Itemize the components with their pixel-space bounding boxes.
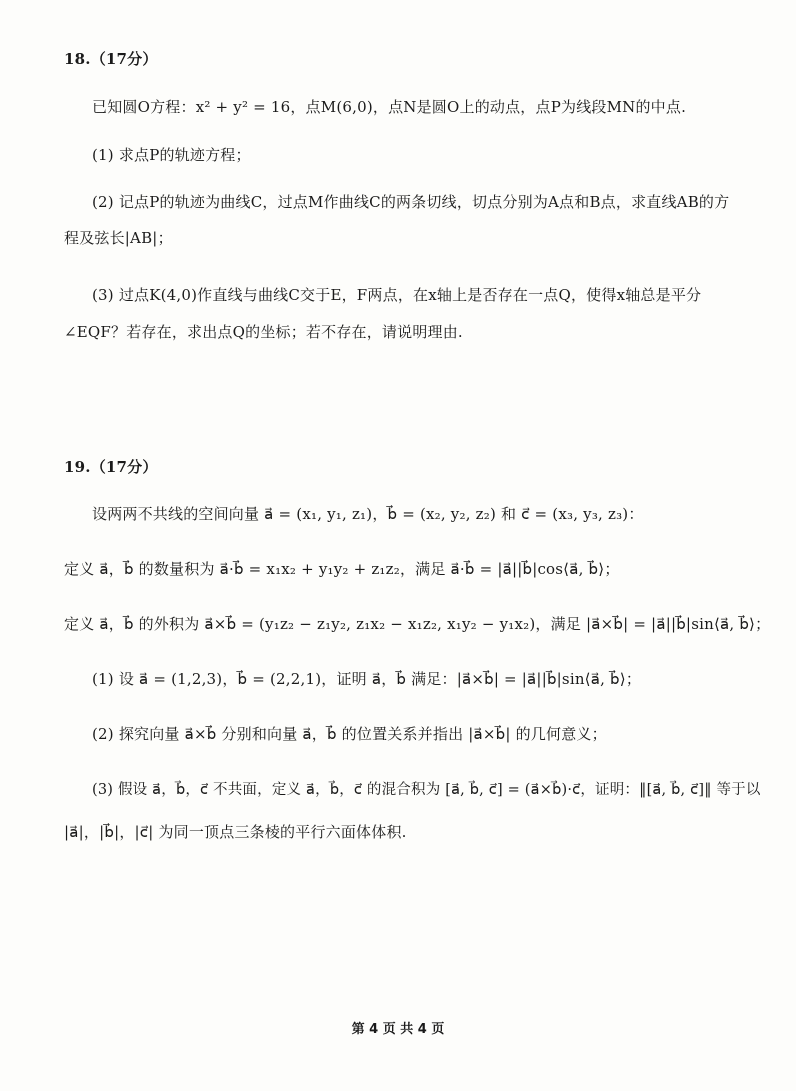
q19-def-dot-product: 定义 a⃗，b⃗ 的数量积为 a⃗·b⃗ = x₁x₂ + y₁y₂ + z₁z₂，满足 a⃗·b⃗ = |a⃗||b⃗|cos⟨a⃗, b⃗⟩； bbox=[64, 560, 620, 578]
q19-part3-line2: |a⃗|，|b⃗|，|c⃗| 为同一顶点三条棱的平行六面体体积. bbox=[64, 823, 407, 841]
q19-part3-line1: (3) 假设 a⃗，b⃗，c⃗ 不共面，定义 a⃗，b⃗，c⃗ 的混合积为 [a⃗, b⃗, c⃗] = (a⃗×b⃗)·c⃗，证明：‖[a⃗, b⃗, c⃗]‖ 等于以 bbox=[92, 782, 761, 798]
q19-part2: (2) 探究向量 a⃗×b⃗ 分别和向量 a⃗，b⃗ 的位置关系并指出 |a⃗×b⃗| 的几何意义； bbox=[92, 725, 607, 743]
q18-stem: 已知圆O方程：x² + y² = 16，点M(6,0)，点N是圆O上的动点，点P为线段MN的中点. bbox=[92, 98, 687, 116]
q18-part1: (1) 求点P的轨迹方程； bbox=[92, 146, 251, 164]
q18-part3-line1: (3) 过点K(4,0)作直线与曲线C交于E，F两点，在x轴上是否存在一点Q，使得x轴总是平分 bbox=[92, 286, 702, 304]
q19-stem: 设两两不共线的空间向量 a⃗ = (x₁, y₁, z₁)，b⃗ = (x₂, y₂, z₂) 和 c⃗ = (x₃, y₃, z₃)： bbox=[92, 505, 644, 523]
q19-header: 19.（17分） bbox=[64, 458, 158, 476]
q19-def-cross-product: 定义 a⃗，b⃗ 的外积为 a⃗×b⃗ = (y₁z₂ − z₁y₂, z₁x₂ − x₁z₂, x₁y₂ − y₁x₂)，满足 |a⃗×b⃗| = |a⃗||b⃗|sin⟨a⃗, b⃗⟩； bbox=[64, 615, 771, 633]
q19-part1: (1) 设 a⃗ = (1,2,3)，b⃗ = (2,2,1)，证明 a⃗，b⃗ 满足：|a⃗×b⃗| = |a⃗||b⃗|sin⟨a⃗, b⃗⟩； bbox=[92, 670, 642, 688]
q18-part3-line2: ∠EQF？若存在，求出点Q的坐标；若不存在，请说明理由. bbox=[64, 323, 463, 341]
q18-part2-line1: (2) 记点P的轨迹为曲线C，过点M作曲线C的两条切线，切点分别为A点和B点，求直线AB的方 bbox=[92, 193, 730, 211]
page-footer: 第 4 页 共 4 页 bbox=[351, 1022, 445, 1037]
q18-part2-line2: 程及弦长|AB|； bbox=[64, 229, 173, 247]
q18-header: 18.（17分） bbox=[64, 50, 158, 68]
